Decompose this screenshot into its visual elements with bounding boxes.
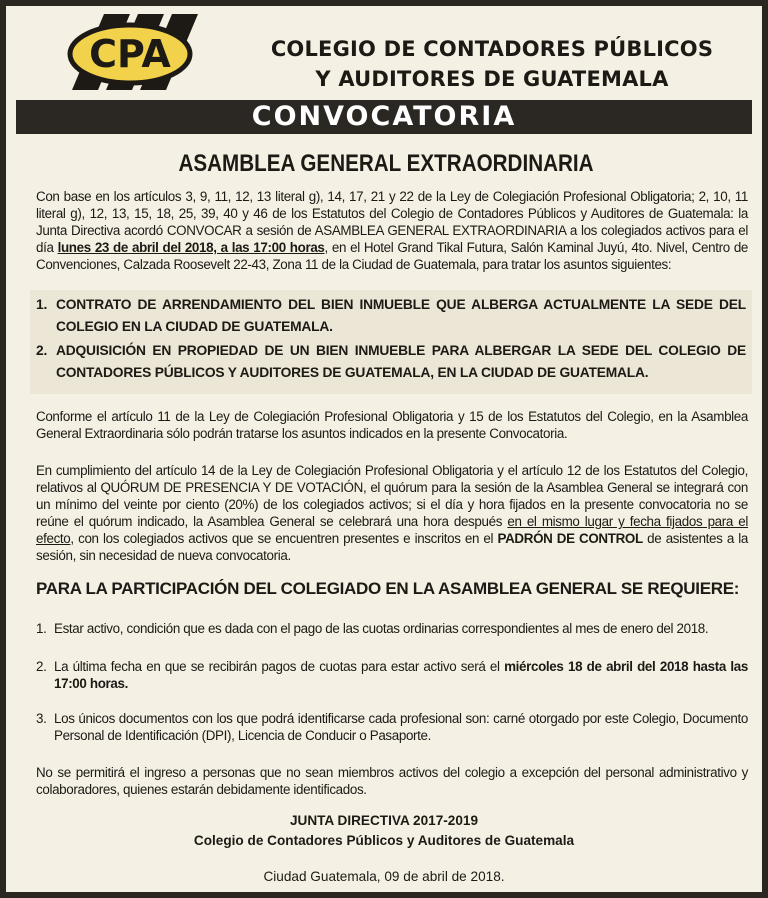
convocatoria-banner: CONVOCATORIA	[16, 100, 752, 134]
requirement-deadline: miércoles 18 de abril del 2018 hasta las 17:00 horas.	[54, 659, 748, 691]
requirement-number: 1.	[36, 621, 47, 636]
quorum-text-2: , con los colegiados activos que se encuentren presentes e inscritos en el	[70, 531, 498, 546]
intro-text-2: , en el Hotel Grand Tikal Futura, Salón Kaminal Juyú, 4to. Nivel, Centro de Convenciones, Calzada Roosevelt 22-43, Zona 11 de la Ciudad de Guatemala, para tratar los asuntos siguientes:	[36, 240, 749, 272]
requirement-number: 2.	[36, 659, 47, 674]
agenda-box	[30, 290, 752, 394]
agenda-item-text: ADQUISICIÓN EN PROPIEDAD DE UN BIEN INMUEBLE PARA ALBERGAR LA SEDE DEL COLEGIO DE CONTADORES PÚBLICOS Y AUDITORES DE GUATEMALA, EN LA CIUDAD DE GUATEMALA.	[56, 343, 746, 380]
logo-text: CPA	[89, 32, 171, 76]
requirement-text: Los únicos documentos con los que podrá identificarse cada profesional son: carné otorgado por este Colegio, Documento Personal de Identificación (DPI), Licencia de Conducir o Pasaporte.	[54, 711, 748, 743]
assembly-title: ASAMBLEA GENERAL EXTRAORDINARIA	[178, 150, 594, 177]
quorum-underlined: en el mismo lugar y fecha fijados para el efecto	[36, 514, 748, 546]
requirement-item	[36, 658, 748, 692]
place-date: Ciudad Guatemala, 09 de abril de 2018.	[263, 869, 505, 884]
requirement-item	[36, 620, 748, 637]
quorum-bold: PADRÓN DE CONTROL	[497, 531, 643, 546]
organization-name-line2: Y AUDITORES DE GUATEMALA	[315, 67, 669, 91]
intro-text-1: Con base en los artículos 3, 9, 11, 12, 13 literal g), 14, 17, 21 y 22 de la Ley de Colegiación Profesional Obligatoria; 2, 10, 11 literal g), 12, 13, 15, 18, 25, 39, 40 y 46 de los Estatutos del Colegio de Contadores Públicos y Auditores de Guatemala: la Junta Directiva acordó CONVOCAR a sesión de ASAMBLEA GENERAL EXTRAORDINARIA a los colegiados activos para el día	[36, 189, 748, 255]
scope-paragraph: Conforme el artículo 11 de la Ley de Colegiación Profesional Obligatoria y 15 de los Estatutos del Colegio, en la Asamblea General Extraordinaria sólo podrán tratarse los asuntos indicados en la presente Convocatoria.	[36, 409, 748, 441]
requirement-text: La última fecha en que se recibirán pagos de cuotas para estar activo será el	[54, 659, 505, 674]
organization-name	[212, 34, 768, 94]
intro-paragraph	[36, 188, 748, 273]
agenda-item	[36, 294, 746, 338]
quorum-text-3: de asistentes a la sesión, sin necesidad de nueva convocatoria.	[36, 531, 749, 563]
requirement-number: 3.	[36, 711, 47, 726]
quorum-text-1: En cumplimiento del artículo 14 de la Ley de Colegiación Profesional Obligatoria y el artículo 12 de los Estatutos del Colegio, relativos al QUÓRUM DE PRESENCIA Y DE VOTACIÓN, el quórum para la sesión de la Asamblea General se integrará con un mínimo del veinte por ciento (20%) de los colegiados activos; si el día y hora fijados en la presente convocatoria no se reúne el quórum indicado, la Asamblea General se celebrará una hora después	[36, 463, 748, 529]
org-signature: Colegio de Contadores Públicos y Auditores de Guatemala	[193, 833, 575, 848]
agenda-item-text: CONTRATO DE ARRENDAMIENTO DEL BIEN INMUEBLE QUE ALBERGA ACTUALMENTE LA SEDE DEL COLEGIO EN LA CIUDAD DE GUATEMALA.	[56, 297, 746, 334]
cpa-logo	[64, 14, 204, 90]
agenda-item-number: 2.	[36, 343, 48, 358]
requirement-text: Estar activo, condición que es dada con el pago de las cuotas ordinarias correspondientes al mes de enero del 2018.	[54, 621, 709, 636]
requirements-title: PARA LA PARTICIPACIÓN DEL COLEGIADO EN LA ASAMBLEA GENERAL SE REQUIERE:	[36, 579, 740, 598]
organization-name-line1: COLEGIO DE CONTADORES PÚBLICOS	[270, 37, 714, 61]
quorum-paragraph	[36, 462, 748, 564]
requirement-item	[36, 710, 748, 744]
agenda-item	[36, 340, 746, 384]
closing-note: No se permitirá el ingreso a personas que no sean miembros activos del colegio a excepción del personal administrativo y colaboradores, quienes estarán debidamente identificados.	[36, 765, 748, 797]
board-signature: JUNTA DIRECTIVA 2017-2019	[289, 813, 479, 828]
agenda-item-number: 1.	[36, 297, 48, 312]
intro-date-emphasis: lunes 23 de abril del 2018, a las 17:00 horas	[57, 240, 325, 255]
